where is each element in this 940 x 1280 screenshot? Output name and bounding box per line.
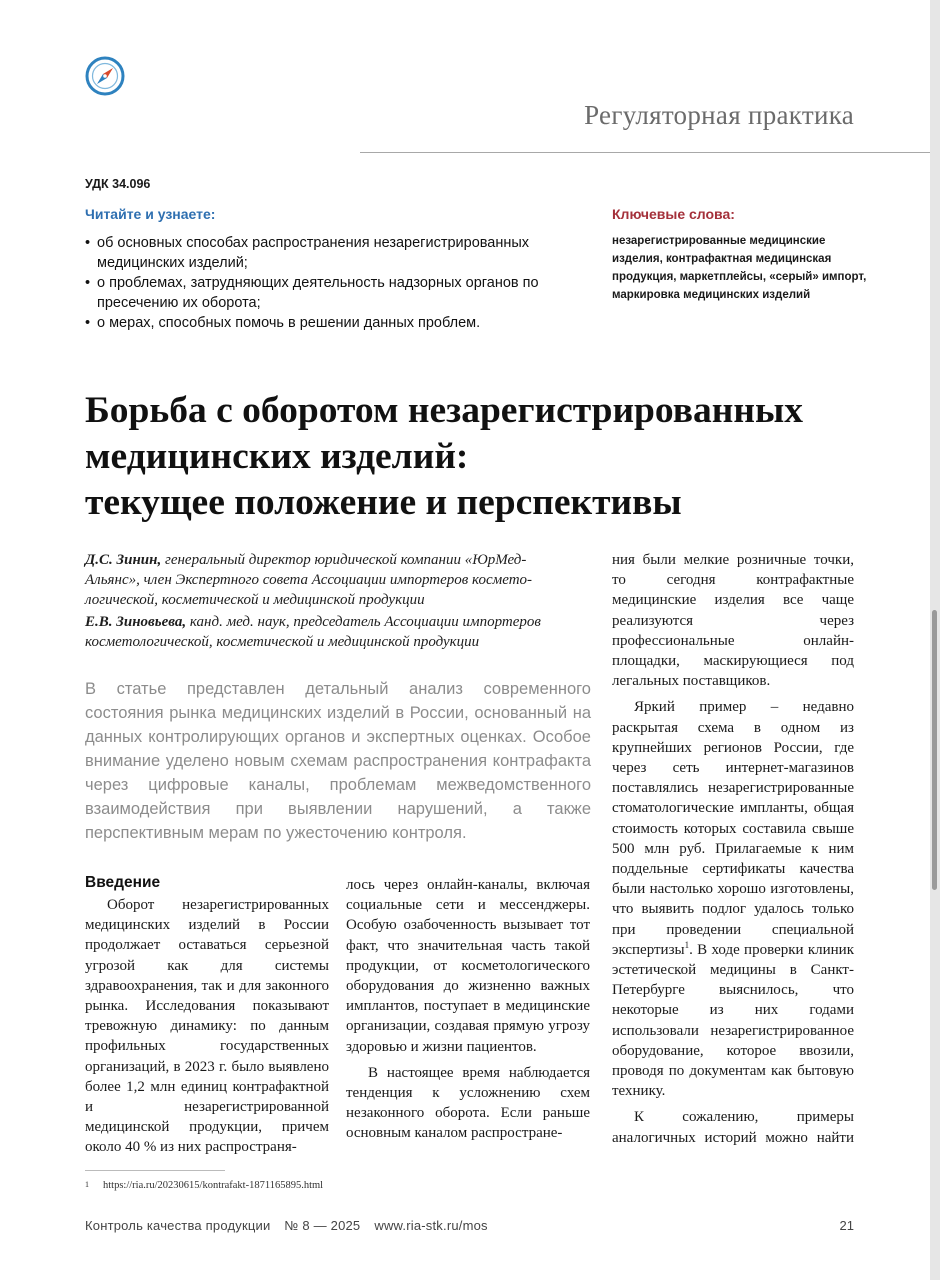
footnote-link[interactable]: https://ria.ru/20230615/kontrafakt-1871165895.html [103, 1180, 324, 1191]
text-column-1 [85, 895, 329, 1158]
paragraph: лось через онлайн-каналы, включая социальные сети и мессенджеры. Особую озабоченность вызывает тот факт, что значительная часть такой продукции, от косметологического оборудования до жизненно важных имплантов, поступает в медицинские организации, создавая прямую угрозу здоровью и жизни пациентов. [346, 877, 590, 1055]
intro-heading: Введение [85, 874, 161, 891]
learn-item: • об основных способах распространения незарегистрированных медицинских изделий; [85, 233, 585, 273]
paragraph [612, 697, 854, 1101]
section-divider [360, 152, 930, 153]
footnote-divider [85, 1170, 225, 1171]
page-footer [85, 1218, 488, 1233]
article-title-line: Борьба с оборотом незарегистрированных [85, 390, 803, 431]
author-block [85, 550, 580, 610]
author-description: генеральный директор юридической компании «ЮрМед-Альянс», член Экспертного совета Ассоциации импортеров космето-логической, косметической и медицинской продукции [85, 552, 533, 608]
paragraph: Оборот незарегистрированных медицинских изделий в России продолжает оставаться серьезной угрозой как для системы здравоохранения, так и для законного рынка. Исследования показывают тревожную динамику: по данным профильных государственных организаций, в 2023 г. было выявлено более 1,2 млн единиц контрафактной и незарегистрированной медицинской продукции, причем около 40 % из них распространя- [85, 897, 329, 1156]
learn-item: • о мерах, способных помочь в решении данных проблем. [85, 313, 585, 333]
paragraph: К сожалению, примеры аналогичных историй можно найти [612, 1109, 854, 1146]
keywords-text: незарегистрированные медицинские изделия, контрафактная медицинская продукция, маркетплейсы, «серый» импорт, маркировка медицинских изделий [612, 235, 867, 301]
article-title [85, 388, 885, 526]
learn-heading: Читайте и узнаете: [85, 206, 216, 222]
footnote-number: 1 [85, 1180, 89, 1189]
author-block [85, 612, 580, 652]
page-number: 21 [839, 1218, 854, 1233]
issue-number: № 8 — 2025 [284, 1218, 361, 1233]
journal-website[interactable]: www.ria-stk.ru/mos [374, 1218, 488, 1233]
author-name: Е.В. Зиновьева, [85, 614, 187, 630]
compass-logo-icon [85, 56, 125, 96]
article-title-line: медицинских изделий: [85, 436, 469, 477]
footnote-ref[interactable]: 1 [684, 939, 690, 950]
abstract: В статье представлен детальный анализ современного состояния рынка медицинских изделий в России, основанный на данных контролирующих органов и экспертных оценках. Особое внимание уделено новым схемам распространения контрафакта через цифровые каналы, проблемам межведомственного взаимодействия при выявлении нарушений, а также перспективным мерам по ужесточению контроля. [85, 680, 591, 842]
learn-item: • о проблемах, затрудняющих деятельность надзорных органов по пресечению их оборота; [85, 273, 585, 313]
text-column-2 [346, 875, 590, 1144]
author-name: Д.С. Зинин, [85, 552, 162, 568]
text-column-3 [612, 550, 854, 1148]
paragraph-text: Яркий пример – недавно раскрытая схема в одном из крупнейших регионов России, где через сеть интернет-магазинов поставлялись незарегистрированные стоматологические импланты, общая стоимость которых составила свыше 500 млн руб. Прилагаемые к ним поддельные сертификаты качества были настолько хорошо изготовлены, что выявить подлог удалось только при проведении специальной экспертизы [612, 699, 854, 958]
footnote [85, 1180, 323, 1191]
scrollbar-thumb[interactable] [932, 610, 937, 890]
section-title: Регуляторная практика [584, 100, 854, 130]
paragraph-text: . В ходе проверки клиник эстетической медицины в Санкт-Петербурге выяснилось, что некоторые из них годами использовали незарегистрированное оборудование, которое ввозили, проводя по документам как бытовую технику. [612, 941, 854, 1100]
paragraph: В настоящее время наблюдается тенденция к усложнению схем незаконного оборота. Если раньше основным каналом распростране- [346, 1064, 590, 1142]
udk-code: УДК 34.096 [85, 177, 151, 191]
article-title-line: текущее положение и перспективы [85, 482, 682, 523]
learn-list [85, 233, 585, 333]
keywords-heading: Ключевые слова: [612, 206, 735, 222]
journal-name: Контроль качества продукции [85, 1218, 271, 1233]
paragraph: ния были мелкие розничные точки, то сегодня контрафактные медицинские изделия все чаще реализуются через профессиональные онлайн-площадки, маскирующиеся под легальных поставщиков. [612, 552, 854, 690]
author-description: канд. мед. наук, председатель Ассоциации импортеров косметологической, косметической и медицинской продукции [85, 614, 541, 650]
